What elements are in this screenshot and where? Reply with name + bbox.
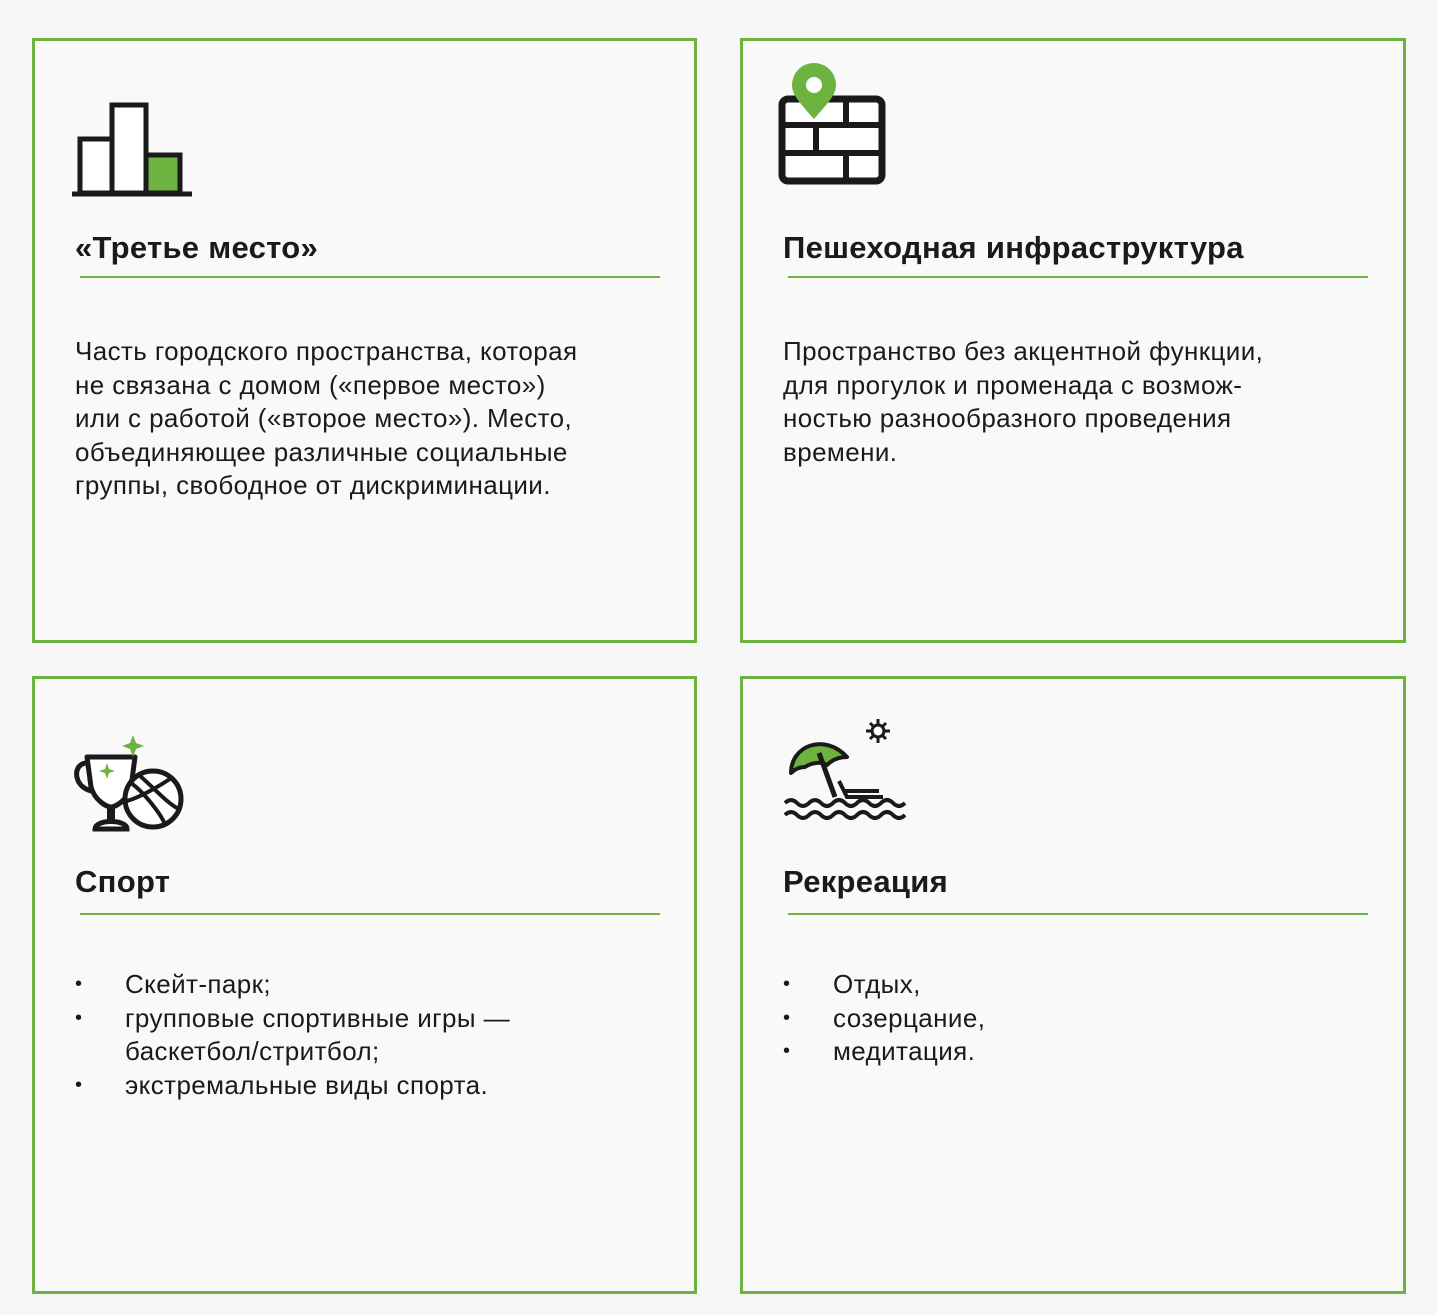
card-pedestrian-infrastructure bbox=[740, 38, 1406, 643]
bar-chart-icon bbox=[70, 99, 194, 199]
card-title: «Третье место» bbox=[75, 230, 319, 265]
list-item: • Скейт-парк; bbox=[75, 968, 675, 1002]
card-title: Рекреация bbox=[783, 864, 948, 899]
list-item: • медитация. bbox=[783, 1035, 1383, 1069]
card-third-place bbox=[32, 38, 697, 643]
trophy-ball-icon bbox=[69, 735, 189, 835]
bullet-list bbox=[783, 968, 1383, 1069]
card-recreation bbox=[740, 676, 1406, 1294]
card-description: Пространство без акцентной функции, для прогулок и променада с возмож- ностью разнообразного проведения времени. bbox=[783, 336, 1264, 467]
list-item: • Отдых, bbox=[783, 968, 1383, 1002]
title-divider bbox=[80, 276, 660, 278]
card-title: Спорт bbox=[75, 864, 171, 899]
beach-umbrella-icon bbox=[781, 717, 911, 827]
list-item: • экстремальные виды спорта. bbox=[75, 1069, 675, 1103]
card-description: Часть городского пространства, которая не связана с домом («первое место») или с работой («второе место»). Место, объединяющее различные социальные группы, свободное от дискриминации. bbox=[75, 336, 578, 500]
list-item: • созерцание, bbox=[783, 1002, 1383, 1036]
card-title: Пешеходная инфраструктура bbox=[783, 230, 1244, 265]
map-pin-paving-icon bbox=[776, 63, 892, 187]
card-sport bbox=[32, 676, 697, 1294]
list-item: • групповые спортивные игры — баскетбол/стритбол; bbox=[75, 1002, 675, 1069]
bullet-list bbox=[75, 968, 675, 1102]
title-divider bbox=[80, 913, 660, 915]
title-divider bbox=[788, 276, 1368, 278]
title-divider bbox=[788, 913, 1368, 915]
